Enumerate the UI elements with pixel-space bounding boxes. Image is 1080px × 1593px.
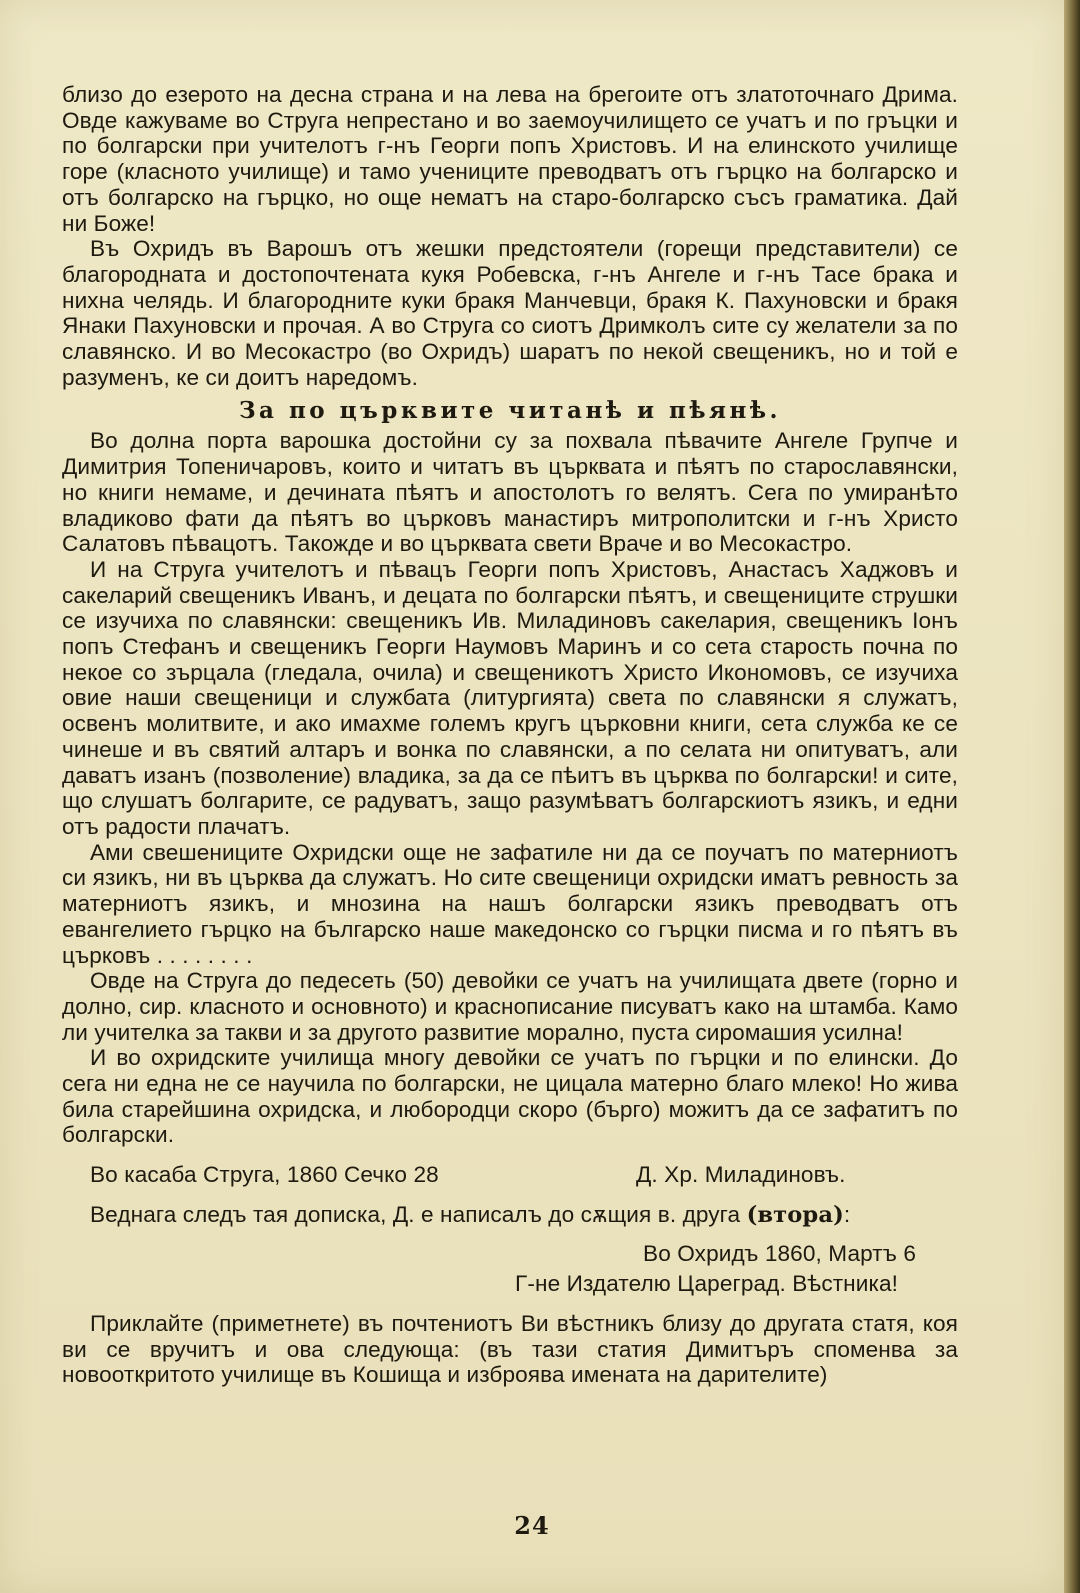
varosh-paragraph: Въ Охридъ въ Варошъ отъ жешки предстоятели (горещи представители) се благородната и достопочтената кукя Робевска, г-нъ Ангеле и г-нъ Тасе бракa и нихна челядь. И благородните куки бракя Манчевци, бракя К. Пахуновски и бракя Янаки Пахуновски и прочая. А во Струга со сиотъ Дримколъ сите су желатели за по славянско. И во Месокастро (во Охридъ) шаратъ по некой свещеникъ, но и той е разуменъ, ке си доитъ наредомъ.	[62, 236, 958, 390]
followup-text: Веднага следъ тая дописка, Д. е написалъ до сѫщия в. друга	[90, 1202, 741, 1228]
letter-date: Во Охридъ 1860, Мартъ 6	[643, 1240, 916, 1266]
section-heading: За по църквите читанѣ и пѣянѣ.	[238, 397, 782, 425]
struga-paragraph: И на Струга учителотъ и пѣвацъ Георги попъ Христовъ, Анастасъ Хаджовъ и сакеларий свещеникъ Иванъ, и децата по болгарски пѣятъ, и свещениците струшки се изучиха по славянски: свещеникъ Ив. Миладиновъ сакелария, свещеникъ Іонъ попъ Стефанъ и свещеникъ Георги Наумовъ Маринъ и со сета старость почна по некое со зърцала (гледала, очила) и свещеникотъ Христо Икономовъ, се изучиха овие наши свещеници и службата (литургията) света по славянски я служатъ, освенъ молитвите, и ако имахме големъ кругъ църковни книги, сета служба ке се чинеше и въ святий алтаръ и вонка по славянски, а по селата ни опитуватъ, али даватъ изанъ (позволение) владика, за да се пѣитъ въ църква по болгарски! и сите, що слушатъ болгарите, се радуватъ, защо разумѣватъ болгарскиотъ язикъ, и едни отъ радости плачатъ.	[62, 556, 958, 839]
intro-paragraph: близо до езерото на десна страна и на лева на брегоите отъ златоточнаго Дрима. Овде кажуваме во Струга непрестано и во заемоучилището се учатъ и по гръцки и по болгарски при учителотъ г-нъ Георги попъ Христовъ. И на елинското училище горе (класното училище) и тамо учениците преводватъ отъ гърцко на болгарско и отъ болгарско на гърцко, но още нематъ на старо-болгарско съсъ граматика. Дай ни Боже!	[62, 82, 958, 236]
signature-place: Во касаба Струга, 1860 Сечко 28	[90, 1162, 439, 1188]
article-body	[62, 82, 958, 1388]
book-spine	[1064, 0, 1080, 1593]
followup-colon: :	[843, 1202, 851, 1228]
followup-bold: (втора)	[746, 1202, 844, 1229]
devoiki-paragraph: Овде на Струга до педесеть (50) девойки се учатъ на училищата двете (горно и долно, сир. класното и основното) и краснописание писуватъ како на штамба. Камо ли учителка за такви и за другото развитие морално, пуста сиромашия усилна!	[62, 968, 958, 1045]
letter-body: Приклайте (приметнете) въ почтениотъ Ви вѣстникъ близу до другата статя, коя ви се вручитъ и ова следующа: (въ тази статия Димитъръ споменва за новооткритото училище въ Кошища и изброява имената на дарителите)	[62, 1310, 958, 1388]
ohridskite-paragraph: И во охридските училища многу девойки се учатъ по гърцки и по елински. До сега ни една не се научила по болгарски, не цицала матерно благо млеко! Но жива била старейшина охридска, и любородци скоро (бърго) можитъ да се зафатитъ по болгарски.	[62, 1045, 958, 1148]
ami-paragraph: Ами свешениците Охридски още не зафатиле ни да се поучатъ по матерниотъ си язикъ, ни въ църква да служатъ. Но сите свещеници охридски иматъ ревность за матерниотъ язикъ, и мнозина на нашъ болгарски язикъ преводватъ отъ евангелието гърцко на българско наше македонско со гърцки писма и го пѣятъ въ църковъ . . . . . . . .	[62, 839, 958, 968]
followup-paragraph	[62, 1202, 958, 1229]
signature-line	[62, 1162, 958, 1192]
page-number: 24	[514, 1511, 550, 1540]
signature-author: Д. Хр. Миладиновъ.	[636, 1162, 846, 1188]
letter-greeting: Г-не Издателю Цареград. Вѣстника!	[515, 1270, 898, 1296]
dolna-porta-paragraph: Во долна порта варошка достойни су за похвала пѣвачите Ангеле Групче и Димитрия Топеничаровъ, които и читатъ въ църквата и пѣятъ по старославянски, но книги немаме, и дечината пѣятъ и апостолотъ го велятъ. Сега по умиранѣто владиково фати да пѣятъ во църковъ манастиръ митрополитски и г-нъ Христо Салатовъ пѣвацотъ. Такожде и во църквата свети Враче и во Месокастро.	[62, 428, 958, 557]
